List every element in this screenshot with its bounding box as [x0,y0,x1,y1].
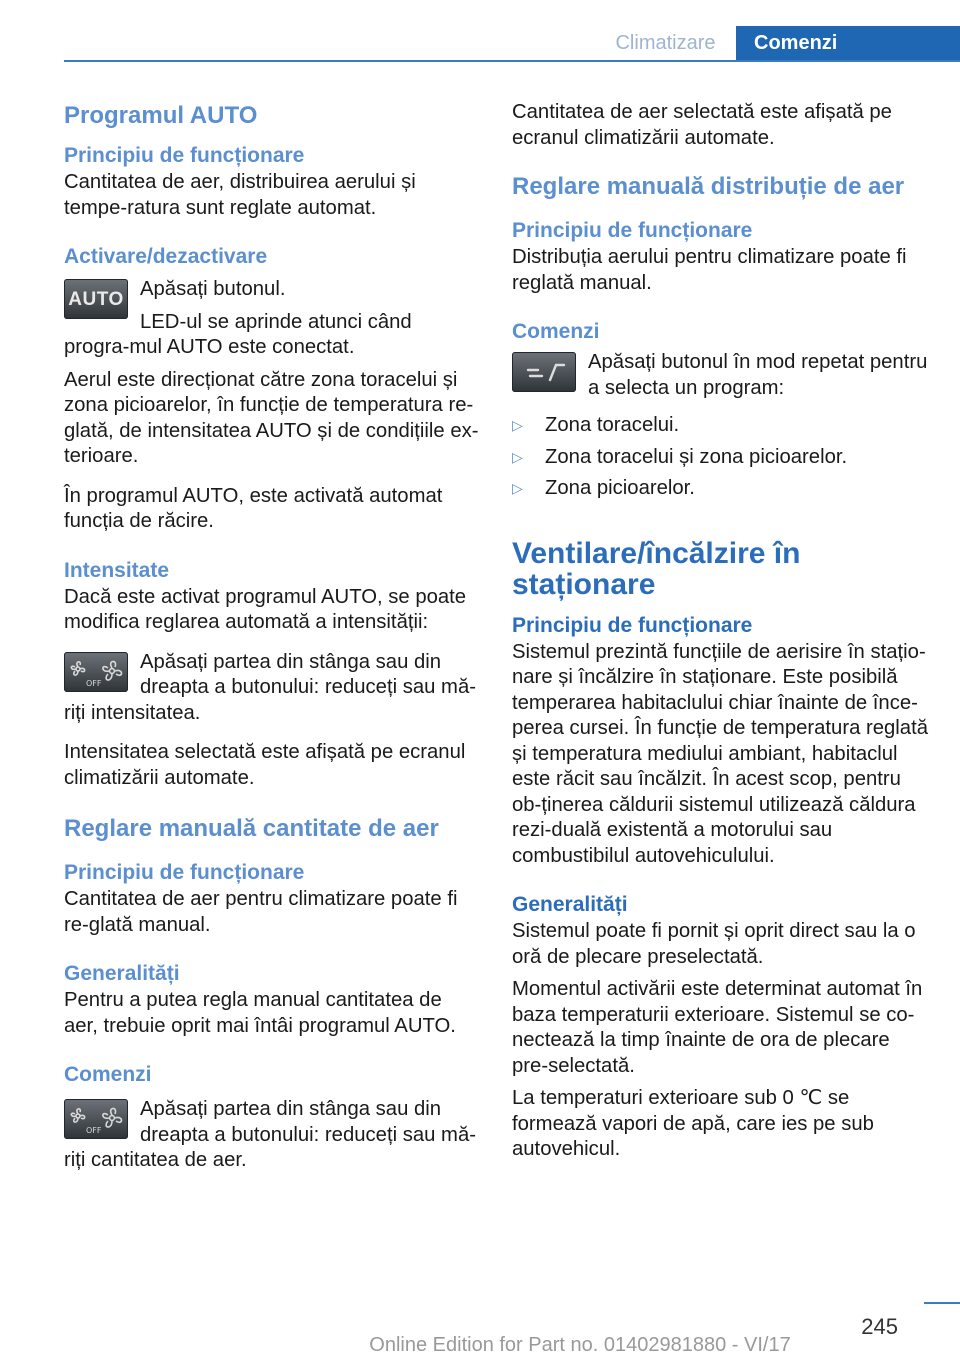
heading-principiu-2: Principiu de funcționare [64,861,305,884]
paragraph: Sistemul poate fi pornit și oprit direct sau la o oră de plecare preselectată. [512,920,916,968]
list-item [512,445,928,471]
bullet-icon: ▷ [512,417,523,433]
section-title-auto: Programul AUTO [64,102,258,129]
heading-generalitati-2: Generalități [512,893,628,916]
paragraph: Pentru a putea regla manual cantitatea de aer, trebuie oprit mai întâi programul AUTO. [64,989,456,1037]
fan-button-icon [64,1099,128,1139]
paragraph: Sistemul prezintă funcțiile de aerisire în stațio-nare și încălzire în staționare. Este posibilă temperarea habitaclului chiar înainte de înce-perea cursei. În funcție de temperatura reglată și temperatura mediului ambiant, habitaclul este răcit sau încălzit. În acest scop, pentru ob-ținerea căldurii sistemul utilizează căldura rezi-duală existentă a motorului sau combustibilul autovehiculului. [512,640,929,867]
section-title-distributie: Reglare manuală distribuție de aer [512,173,905,200]
right-column [512,100,928,1163]
heading-generalitati: Generalități [64,962,180,985]
list-item-text: Zona picioarelor. [545,477,695,499]
heading-principiu-1: Principiu de funcționare [64,144,305,167]
header-tab-comenzi[interactable]: Comenzi [736,26,960,60]
footer-edition: Online Edition for Part no. 01402981880 - VI/17 [369,1334,791,1356]
paragraph: Cantitatea de aer, distribuirea aerului și tempe-ratura sunt reglate automat. [64,171,416,219]
svg-text:OFF: OFF [86,678,102,688]
heading-principiu-3: Principiu de funcționare [512,219,753,242]
page-header [0,0,960,64]
svg-text:OFF: OFF [86,1126,102,1135]
paragraph: În programul AUTO, este activată automat funcția de răcire. [64,484,443,532]
auto-button-label: AUTO [68,289,124,310]
list-item-text: Zona toracelui. [545,414,680,436]
instruction: Apăsați partea din stânga sau din dreapta a butonului: reduceți sau mă-riți cantitatea de aer. [64,1098,476,1171]
left-column [64,100,480,1174]
paragraph: La temperaturi exterioare sub 0 ℃ se formează vapori de apă, care ies pe sub autovehicul. [512,1087,874,1160]
air-distribution-button-icon [512,352,576,392]
paragraph: Aerul este direcționat către zona toracelui și zona picioarelor, în funcție de temperatura re-glată, de intensitatea AUTO și de condițiile ex-terioare. [64,368,479,467]
section-title-cantitate: Reglare manuală cantitate de aer [64,815,439,842]
heading-comenzi-1: Comenzi [64,1063,152,1086]
paragraph: Cantitatea de aer pentru climatizare poate fi re-glată manual. [64,888,458,936]
paragraph: Cantitatea de aer selectată este afișată pe ecranul climatizării automate. [512,101,892,149]
paragraph: Momentul activării este determinat automat în baza temperaturii exterioare. Sistemul se co-nectează la timp înainte de ora de plecare pre-selectată. [512,978,923,1077]
page-number: 245 [861,1314,898,1339]
chapter-title: Ventilare/încălzire în staționare [512,536,801,601]
header-tab-climatizare[interactable]: Climatizare [615,32,716,54]
fan-button-icon [64,652,128,692]
heading-principiu-4: Principiu de funcționare [512,613,753,637]
heading-activare: Activare/dezactivare [64,245,268,268]
paragraph: Intensitatea selectată este afișată pe ecranul climatizării automate. [64,741,466,789]
auto-button-icon [64,279,128,319]
bullet-icon: ▷ [512,448,523,465]
heading-comenzi-2: Comenzi [512,320,600,343]
instruction: Apăsați butonul în mod repetat pentru a selecta un program: [588,351,928,399]
paragraph: Distribuția aerului pentru climatizare poate fi reglată manual. [512,246,907,294]
paragraph: Dacă este activat programul AUTO, se poate modifica reglarea automată a intensității: [64,585,467,633]
list-item [512,413,928,439]
bullet-icon: ▷ [512,480,523,496]
heading-intensitate: Intensitate [64,558,170,582]
list-item [512,476,928,502]
footer-rule [924,1302,960,1304]
instruction: Apăsați butonul. [140,278,286,300]
list-item-text: Zona toracelui și zona picioarelor. [545,445,848,468]
instruction: Apăsați partea din stânga sau din dreapta a butonului: reduceți sau mă-riți intensitatea. [64,650,476,724]
header-rule [64,60,960,62]
paragraph: LED-ul se aprinde atunci când progra-mul AUTO este conectat. [64,310,412,358]
